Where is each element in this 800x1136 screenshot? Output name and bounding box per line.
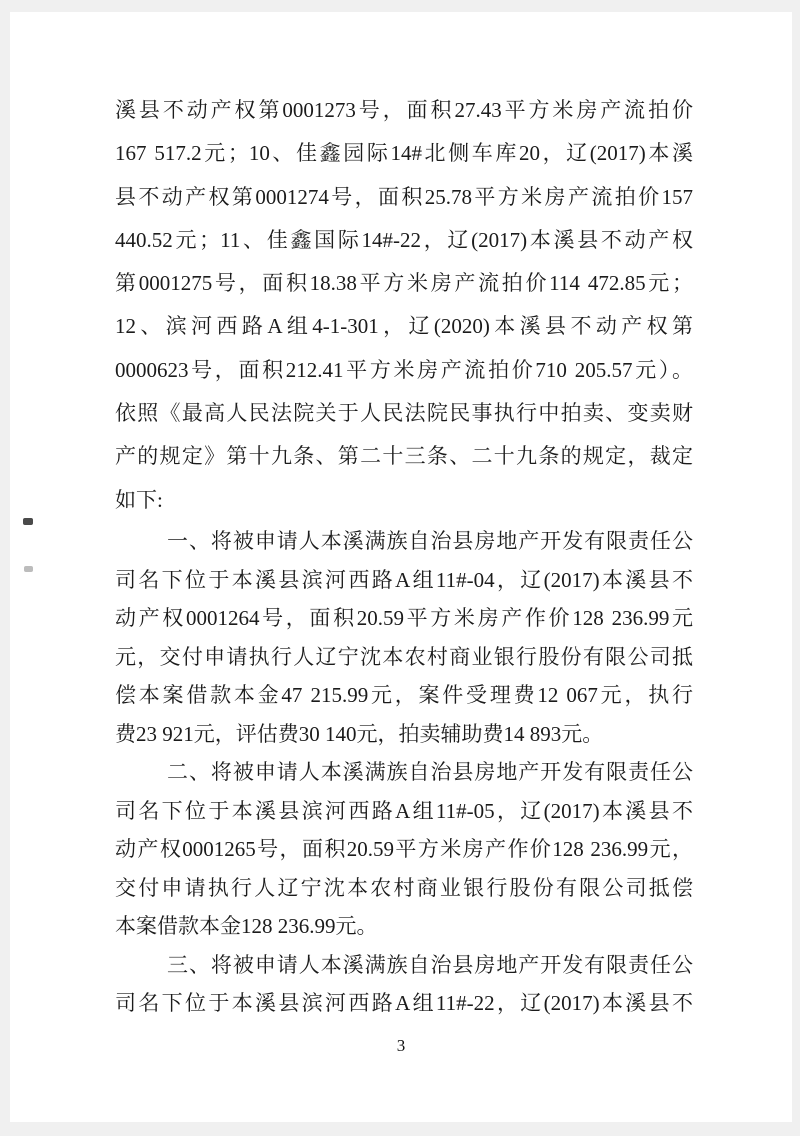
document-line: 167 517.2元；10、佳鑫园际14#北侧车库20，辽(2017)本溪 [115, 141, 693, 166]
scan-speck [23, 518, 33, 525]
document-text-upper [115, 89, 693, 522]
document-line: 费23 921元，评估费30 140元，拍卖辅助费14 893元。 [115, 721, 604, 746]
document-line: 溪县不动产权第0001273号，面积27.43平方米房产流拍价 [115, 98, 693, 122]
document-line: 司名下位于本溪县滨河西路A组11#-05，辽(2017)本溪县不 [115, 798, 693, 823]
document-line: 偿本案借款本金47 215.99元，案件受理费12 067元，执行 [115, 683, 693, 707]
document-line: 二、将被申请人本溪满族自治县房地产开发有限责任公 [167, 760, 693, 784]
document-line: 第0001275号，面积18.38平方米房产流拍价114 472.85元； [115, 271, 693, 296]
document-line: 一、将被申请人本溪满族自治县房地产开发有限责任公 [167, 529, 693, 553]
document-page [10, 12, 792, 1122]
document-line: 产的规定》第十九条、第二十三条、二十九条的规定，裁定 [115, 444, 693, 469]
document-line: 交付申请执行人辽宁沈本农村商业银行股份有限公司抵偿 [115, 875, 693, 900]
document-line: 依照《最高人民法院关于人民法院民事执行中拍卖、变卖财 [115, 401, 693, 426]
document-line: 0000623号，面积212.41平方米房产流拍价710 205.57元）。 [115, 357, 693, 382]
scan-speck [24, 566, 33, 572]
document-line: 司名下位于本溪县滨河西路A组11#-04，辽(2017)本溪县不 [115, 567, 693, 592]
page-number: 3 [396, 1036, 406, 1055]
document-line: 本案借款本金128 236.99元。 [115, 914, 378, 938]
document-line: 县不动产权第0001274号，面积25.78平方米房产流拍价157 [115, 184, 693, 209]
document-line: 元，交付申请执行人辽宁沈本农村商业银行股份有限公司抵 [115, 644, 693, 669]
document-text-lower [115, 522, 693, 1023]
document-line: 12、滨河西路A组4-1-301，辽(2020)本溪县不动产权第 [115, 314, 693, 339]
document-line: 三、将被申请人本溪满族自治县房地产开发有限责任公 [167, 952, 693, 977]
document-line: 如下: [115, 487, 163, 512]
document-line: 动产权0001264号，面积20.59平方米房产作价128 236.99元 [115, 606, 693, 630]
document-line: 动产权0001265号，面积20.59平方米房产作价128 236.99元， [115, 837, 693, 861]
document-line: 440.52元；11、佳鑫国际14#-22，辽(2017)本溪县不动产权 [115, 227, 693, 252]
document-line: 司名下位于本溪县滨河西路A组11#-22，辽(2017)本溪县不 [115, 991, 693, 1015]
